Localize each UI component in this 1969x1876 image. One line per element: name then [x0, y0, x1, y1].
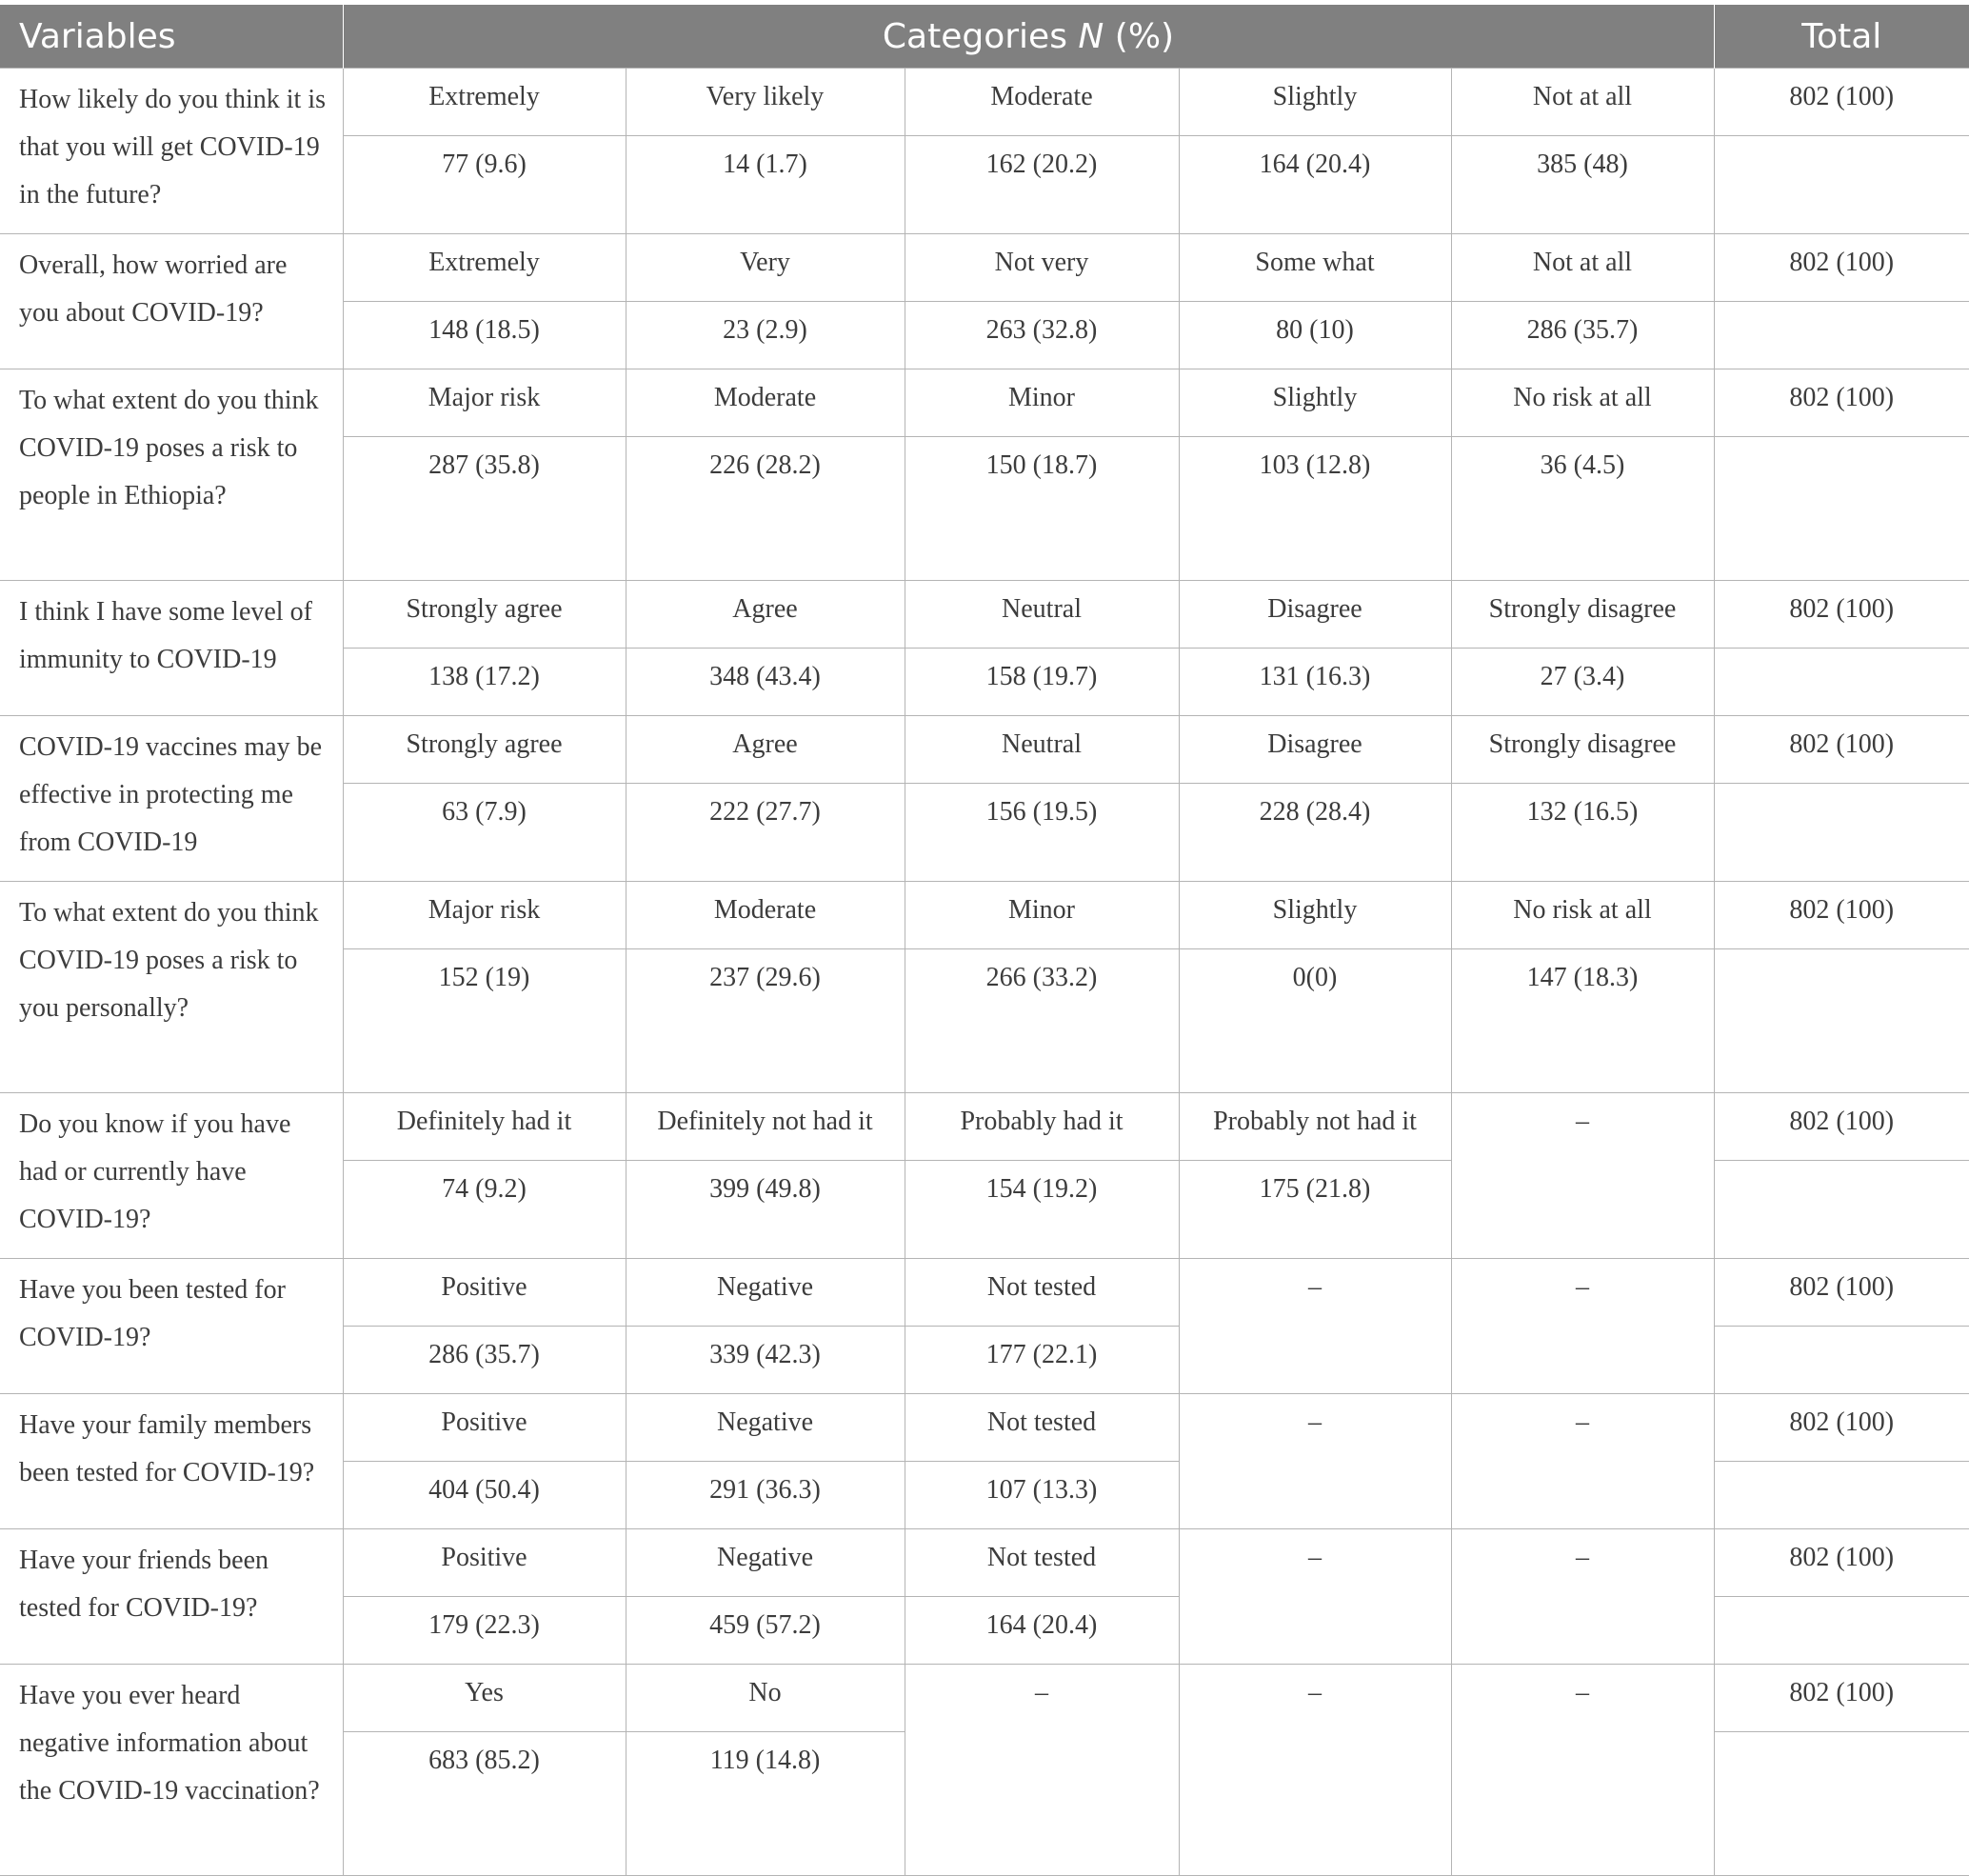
category-label-cell: – [1179, 1529, 1451, 1665]
category-value-cell: 147 (18.3) [1451, 949, 1714, 1093]
header-categories [343, 5, 1714, 69]
total-cell: 802 (100) [1714, 69, 1969, 136]
category-label-cell: – [1451, 1259, 1714, 1394]
total-empty-cell [1714, 949, 1969, 1093]
category-label-cell: Slightly [1179, 369, 1451, 437]
total-cell: 802 (100) [1714, 1394, 1969, 1462]
category-label-cell: No risk at all [1451, 369, 1714, 437]
table-header-row [0, 5, 1969, 69]
category-label-cell: No [626, 1665, 905, 1732]
category-value-cell: 348 (43.4) [626, 649, 905, 716]
category-label-cell: Not tested [905, 1259, 1179, 1327]
question-cell: COVID-19 vaccines may be effective in protecting me from COVID-19 [0, 716, 343, 882]
category-label-cell: Not tested [905, 1529, 1179, 1597]
category-label-cell: – [1451, 1665, 1714, 1876]
table-row [0, 1093, 1969, 1161]
table-row [0, 1665, 1969, 1732]
total-empty-cell [1714, 136, 1969, 234]
category-label-cell: Definitely had it [343, 1093, 626, 1161]
total-cell: 802 (100) [1714, 1259, 1969, 1327]
category-label-cell: Positive [343, 1259, 626, 1327]
category-label-cell: – [1451, 1093, 1714, 1259]
table-row [0, 1529, 1969, 1597]
total-empty-cell [1714, 1732, 1969, 1876]
category-value-cell: 226 (28.2) [626, 437, 905, 581]
total-cell: 802 (100) [1714, 1529, 1969, 1597]
question-cell: Have your friends been tested for COVID-19? [0, 1529, 343, 1665]
question-cell: I think I have some level of immunity to COVID-19 [0, 581, 343, 716]
category-value-cell: 177 (22.1) [905, 1327, 1179, 1394]
category-label-cell: Probably had it [905, 1093, 1179, 1161]
category-value-cell: 0(0) [1179, 949, 1451, 1093]
category-label-cell: Extremely [343, 234, 626, 302]
covid-perception-table [0, 5, 1969, 1876]
category-value-cell: 266 (33.2) [905, 949, 1179, 1093]
category-value-cell: 74 (9.2) [343, 1161, 626, 1259]
category-label-cell: No risk at all [1451, 882, 1714, 949]
category-value-cell: 119 (14.8) [626, 1732, 905, 1876]
total-cell: 802 (100) [1714, 1665, 1969, 1732]
category-label-cell: Not very [905, 234, 1179, 302]
question-cell: Have you been tested for COVID-19? [0, 1259, 343, 1394]
table-row [0, 716, 1969, 784]
category-label-cell: – [1179, 1259, 1451, 1394]
category-label-cell: Disagree [1179, 716, 1451, 784]
category-value-cell: 339 (42.3) [626, 1327, 905, 1394]
question-cell: To what extent do you think COVID-19 poses a risk to people in Ethiopia? [0, 369, 343, 581]
total-empty-cell [1714, 784, 1969, 882]
category-value-cell: 179 (22.3) [343, 1597, 626, 1665]
category-value-cell: 286 (35.7) [1451, 302, 1714, 369]
category-value-cell: 175 (21.8) [1179, 1161, 1451, 1259]
question-cell: Have you ever heard negative information about the COVID-19 vaccination? [0, 1665, 343, 1876]
category-label-cell: Strongly disagree [1451, 716, 1714, 784]
category-value-cell: 263 (32.8) [905, 302, 1179, 369]
category-value-cell: 399 (49.8) [626, 1161, 905, 1259]
category-label-cell: Major risk [343, 369, 626, 437]
total-cell: 802 (100) [1714, 1093, 1969, 1161]
header-categories-suffix: (%) [1104, 16, 1175, 56]
total-cell: 802 (100) [1714, 234, 1969, 302]
table-row [0, 69, 1969, 136]
category-value-cell: 164 (20.4) [905, 1597, 1179, 1665]
total-empty-cell [1714, 1462, 1969, 1529]
category-value-cell: 404 (50.4) [343, 1462, 626, 1529]
category-value-cell: 23 (2.9) [626, 302, 905, 369]
category-label-cell: Extremely [343, 69, 626, 136]
table-row [0, 882, 1969, 949]
category-value-cell: 27 (3.4) [1451, 649, 1714, 716]
category-label-cell: Positive [343, 1394, 626, 1462]
category-value-cell: 138 (17.2) [343, 649, 626, 716]
header-variables: Variables [0, 5, 343, 69]
category-value-cell: 286 (35.7) [343, 1327, 626, 1394]
total-empty-cell [1714, 1161, 1969, 1259]
category-value-cell: 154 (19.2) [905, 1161, 1179, 1259]
category-label-cell: Disagree [1179, 581, 1451, 649]
header-categories-n: N [1078, 16, 1104, 56]
category-label-cell: Very likely [626, 69, 905, 136]
total-empty-cell [1714, 1327, 1969, 1394]
total-empty-cell [1714, 302, 1969, 369]
category-label-cell: Minor [905, 369, 1179, 437]
category-label-cell: – [1179, 1394, 1451, 1529]
category-label-cell: – [1451, 1394, 1714, 1529]
category-label-cell: Negative [626, 1529, 905, 1597]
category-label-cell: – [1179, 1665, 1451, 1876]
category-label-cell: Some what [1179, 234, 1451, 302]
category-value-cell: 77 (9.6) [343, 136, 626, 234]
category-value-cell: 385 (48) [1451, 136, 1714, 234]
header-total: Total [1714, 5, 1969, 69]
total-empty-cell [1714, 649, 1969, 716]
category-value-cell: 228 (28.4) [1179, 784, 1451, 882]
category-label-cell: Not tested [905, 1394, 1179, 1462]
category-label-cell: Minor [905, 882, 1179, 949]
category-label-cell: Definitely not had it [626, 1093, 905, 1161]
category-value-cell: 164 (20.4) [1179, 136, 1451, 234]
table-body [0, 69, 1969, 1876]
category-value-cell: 14 (1.7) [626, 136, 905, 234]
category-label-cell: Positive [343, 1529, 626, 1597]
category-label-cell: Slightly [1179, 882, 1451, 949]
category-value-cell: 107 (13.3) [905, 1462, 1179, 1529]
question-cell: Overall, how worried are you about COVID-19? [0, 234, 343, 369]
total-cell: 802 (100) [1714, 369, 1969, 437]
table-row [0, 234, 1969, 302]
table-row [0, 369, 1969, 437]
header-categories-prefix: Categories [882, 16, 1079, 56]
category-label-cell: Major risk [343, 882, 626, 949]
table-row [0, 1394, 1969, 1462]
category-value-cell: 148 (18.5) [343, 302, 626, 369]
category-label-cell: Neutral [905, 716, 1179, 784]
category-label-cell: Slightly [1179, 69, 1451, 136]
category-label-cell: Probably not had it [1179, 1093, 1451, 1161]
category-label-cell: Neutral [905, 581, 1179, 649]
total-empty-cell [1714, 437, 1969, 581]
category-label-cell: Moderate [626, 369, 905, 437]
question-cell: To what extent do you think COVID-19 poses a risk to you personally? [0, 882, 343, 1093]
category-value-cell: 103 (12.8) [1179, 437, 1451, 581]
total-cell: 802 (100) [1714, 716, 1969, 784]
category-value-cell: 150 (18.7) [905, 437, 1179, 581]
category-value-cell: 683 (85.2) [343, 1732, 626, 1876]
table-row [0, 581, 1969, 649]
question-cell: How likely do you think it is that you will get COVID-19 in the future? [0, 69, 343, 234]
category-label-cell: – [905, 1665, 1179, 1876]
category-label-cell: Not at all [1451, 234, 1714, 302]
total-cell: 802 (100) [1714, 882, 1969, 949]
category-value-cell: 237 (29.6) [626, 949, 905, 1093]
category-label-cell: Strongly agree [343, 581, 626, 649]
category-label-cell: Negative [626, 1259, 905, 1327]
category-label-cell: Strongly disagree [1451, 581, 1714, 649]
category-value-cell: 222 (27.7) [626, 784, 905, 882]
category-value-cell: 80 (10) [1179, 302, 1451, 369]
category-value-cell: 36 (4.5) [1451, 437, 1714, 581]
category-label-cell: Strongly agree [343, 716, 626, 784]
category-value-cell: 152 (19) [343, 949, 626, 1093]
total-empty-cell [1714, 1597, 1969, 1665]
category-label-cell: Moderate [626, 882, 905, 949]
category-value-cell: 162 (20.2) [905, 136, 1179, 234]
category-value-cell: 132 (16.5) [1451, 784, 1714, 882]
total-cell: 802 (100) [1714, 581, 1969, 649]
category-value-cell: 131 (16.3) [1179, 649, 1451, 716]
category-label-cell: Moderate [905, 69, 1179, 136]
category-label-cell: Agree [626, 716, 905, 784]
category-label-cell: Very [626, 234, 905, 302]
category-label-cell: Negative [626, 1394, 905, 1462]
category-value-cell: 63 (7.9) [343, 784, 626, 882]
category-label-cell: Yes [343, 1665, 626, 1732]
category-value-cell: 459 (57.2) [626, 1597, 905, 1665]
category-label-cell: – [1451, 1529, 1714, 1665]
category-value-cell: 287 (35.8) [343, 437, 626, 581]
category-value-cell: 291 (36.3) [626, 1462, 905, 1529]
category-value-cell: 158 (19.7) [905, 649, 1179, 716]
question-cell: Do you know if you have had or currently have COVID-19? [0, 1093, 343, 1259]
category-label-cell: Agree [626, 581, 905, 649]
category-label-cell: Not at all [1451, 69, 1714, 136]
question-cell: Have your family members been tested for COVID-19? [0, 1394, 343, 1529]
table-row [0, 1259, 1969, 1327]
category-value-cell: 156 (19.5) [905, 784, 1179, 882]
